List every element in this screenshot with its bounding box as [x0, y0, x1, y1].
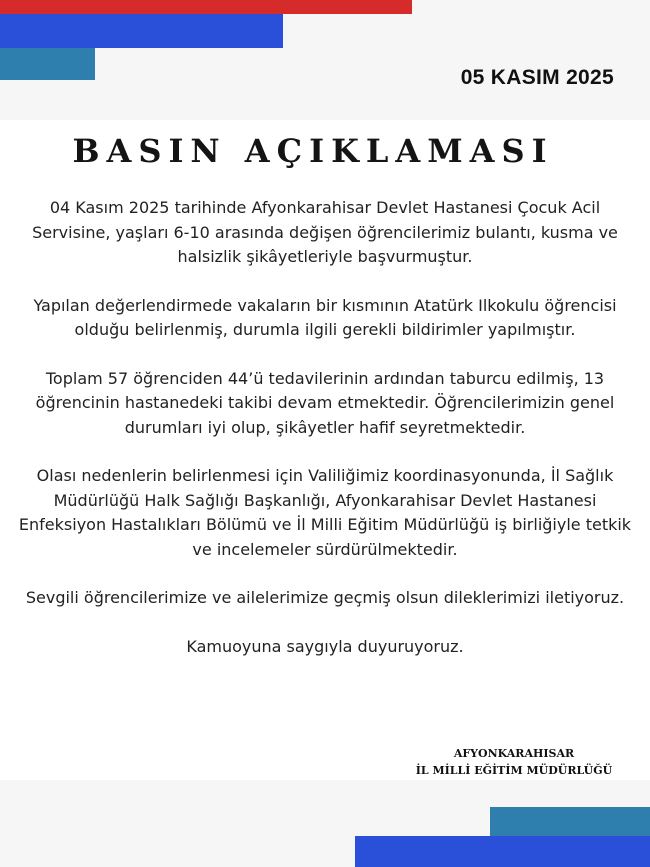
paragraph-wishes: Sevgili öğrencilerimize ve ailelerimize geçmiş olsun dileklerimizi iletiyoruz.	[25, 588, 625, 607]
announcement-date: 05 KASIM 2025	[460, 66, 614, 89]
decor-stripe-blue-bottom	[355, 836, 650, 867]
decor-stripe-teal-bottom	[490, 807, 650, 839]
paragraph-status: Toplam 57 öğrenciden 44’ü tedavilerinin ardından taburcu edilmiş, 13 öğrencinin hastanedeki takibi devam etmektedir. Öğrencilerimizin genel durumları iyi olup, şikâyetler hafif seyretmektedir.	[35, 368, 615, 437]
paragraph-evaluation: Yapılan değerlendirmede vakaların bir kısmının Atatürk Ilkokulu öğrencisi olduğu belirlenmiş, durumla ilgili gerekli bildirimler yapılmıştır.	[33, 295, 617, 339]
signature-block	[394, 745, 634, 779]
signature-directorate: İL MİLLİ EĞİTİM MÜDÜRLÜĞÜ	[415, 764, 613, 777]
decor-stripe-blue	[0, 14, 283, 48]
announcement-body	[18, 196, 632, 659]
decor-stripe-teal	[0, 48, 95, 80]
paragraph-incident: 04 Kasım 2025 tarihinde Afyonkarahisar Devlet Hastanesi Çocuk Acil Servisine, yaşları 6-10 arasında değişen öğrencilerimiz bulantı, kusma ve halsizlik şikâyetleriyle başvurmuştur.	[32, 198, 618, 266]
signature-city: AFYONKARAHISAR	[453, 747, 575, 760]
decor-stripe-red	[0, 0, 412, 14]
paragraph-investigation: Olası nedenlerin belirlenmesi için Valiliğimiz koordinasyonunda, İl Sağlık Müdürlüğü Halk Sağlığı Başkanlığı, Afyonkarahisar Devlet Hastanesi Enfeksiyon Hastalıkları Bölümü ve İl Milli Eğitim Müdürlüğü iş birliğiyle tetkik ve incelemeler sürdürülmektedir.	[18, 466, 632, 559]
paragraph-closing: Kamuoyuna saygıyla duyuruyoruz.	[186, 636, 464, 656]
page-title: BASIN AÇIKLAMASI	[72, 132, 554, 170]
